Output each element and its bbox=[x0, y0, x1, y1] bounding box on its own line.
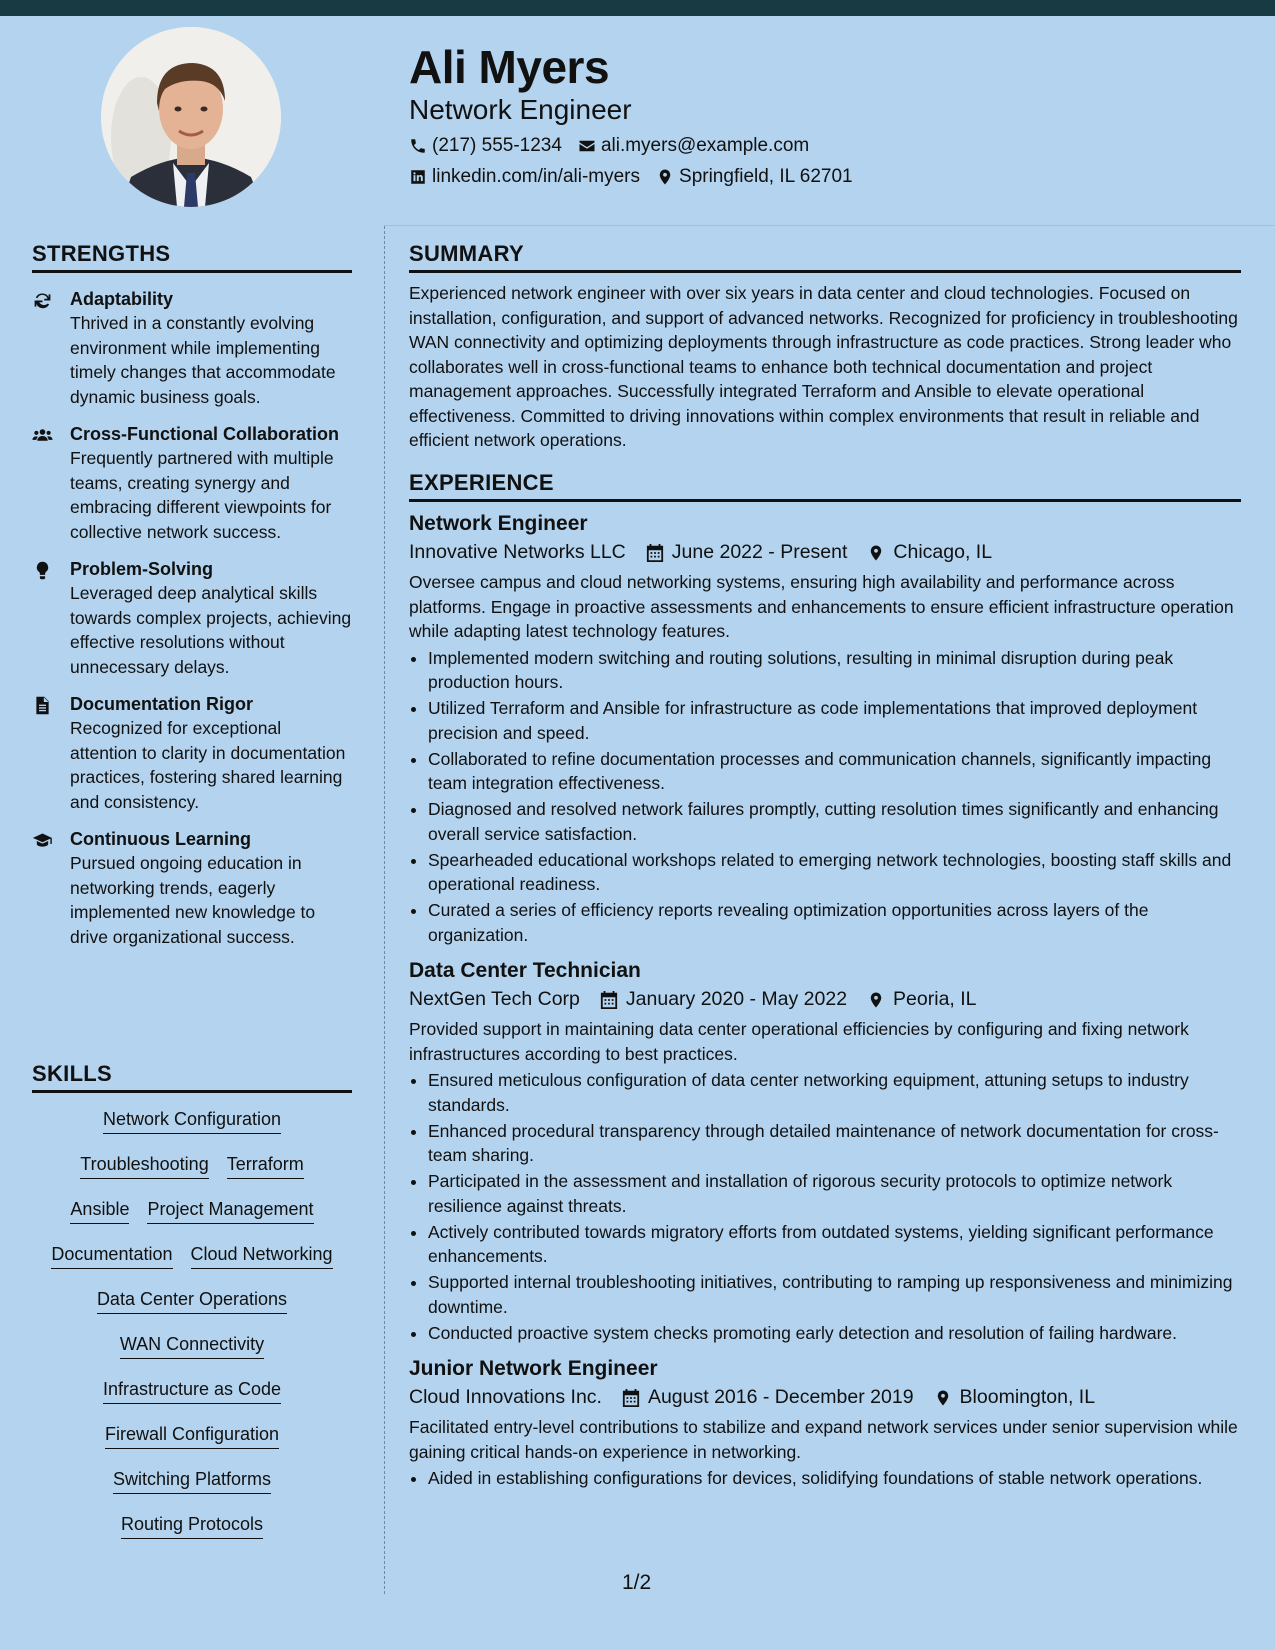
experience-heading: EXPERIENCE bbox=[409, 470, 1241, 502]
strengths-heading: STRENGTHS bbox=[32, 241, 352, 273]
location-text: Springfield, IL 62701 bbox=[679, 166, 853, 187]
job-company: NextGen Tech Corp bbox=[409, 988, 580, 1010]
job-meta bbox=[409, 1386, 1241, 1409]
calendar-icon bbox=[646, 543, 664, 563]
skill-tag[interactable]: Routing Protocols bbox=[121, 1513, 263, 1539]
page-number: 1/2 bbox=[622, 1571, 652, 1594]
strength-desc: Frequently partnered with multiple teams, creating synergy and embracing different viewpoints for collective network success. bbox=[70, 448, 334, 542]
skill-tag[interactable]: Ansible bbox=[70, 1198, 129, 1224]
job-bullet: • Participated in the assessment and installation of rigorous security protocols to optimize network resilience against threats. bbox=[428, 1169, 1241, 1218]
job-description: Facilitated entry-level contributions to stabilize and expand network services under senior supervision while gaining critical hands-on experience in networking. bbox=[409, 1417, 1238, 1462]
phone-text: (217) 555-1234 bbox=[432, 135, 562, 156]
strength-title: Adaptability bbox=[70, 289, 174, 309]
graduation-cap-icon bbox=[32, 830, 53, 851]
skill-tag[interactable]: Documentation bbox=[51, 1243, 172, 1269]
job-company: Cloud Innovations Inc. bbox=[409, 1386, 602, 1408]
job-bullet: • Implemented modern switching and routing solutions, resulting in minimal disruption during peak production hours. bbox=[428, 646, 1241, 695]
strength-desc: Pursued ongoing education in networking trends, eagerly implemented new knowledge to drive organizational success. bbox=[70, 853, 316, 947]
job-dates: August 2016 - December 2019 bbox=[647, 1386, 914, 1408]
job-bullets bbox=[409, 646, 1241, 948]
job-bullets bbox=[409, 1068, 1241, 1345]
candidate-name: Ali Myers bbox=[409, 41, 610, 93]
job-location: Chicago, IL bbox=[893, 541, 993, 563]
skill-tag[interactable]: Terraform bbox=[227, 1153, 304, 1179]
job-bullet: • Utilized Terraform and Ansible for infrastructure as code implementations that improved deployment precision and speed. bbox=[428, 696, 1241, 745]
job-bullet: • Diagnosed and resolved network failures promptly, cutting resolution times significantly and enhancing overall service satisfaction. bbox=[428, 797, 1241, 846]
job-entry bbox=[409, 510, 1241, 947]
job-entry bbox=[409, 1355, 1241, 1491]
skill-tag[interactable]: Switching Platforms bbox=[113, 1468, 271, 1494]
phone-icon bbox=[409, 137, 427, 155]
strength-title: Documentation Rigor bbox=[70, 694, 253, 714]
job-bullet: • Enhanced procedural transparency through detailed maintenance of network documentation for cross-team sharing. bbox=[428, 1119, 1241, 1168]
skills-list bbox=[32, 1108, 352, 1558]
job-bullet: • Collaborated to refine documentation processes and communication channels, significantly impacting team integration effectiveness. bbox=[428, 747, 1241, 796]
skill-tag[interactable]: Data Center Operations bbox=[97, 1288, 287, 1314]
skill-tag[interactable]: Troubleshooting bbox=[80, 1153, 208, 1179]
job-location: Peoria, IL bbox=[893, 988, 977, 1010]
skill-tag[interactable]: Firewall Configuration bbox=[105, 1423, 279, 1449]
map-pin-icon bbox=[934, 1388, 952, 1408]
job-description: Oversee campus and cloud networking systems, ensuring high availability and performance across platforms. Engage in proactive assessments and enhancements to ensure efficient infrastructure operation while adapting latest technology features. bbox=[409, 572, 1234, 641]
job-bullets bbox=[409, 1466, 1241, 1491]
skill-tag[interactable]: Project Management bbox=[147, 1198, 313, 1224]
linkedin-contact[interactable] bbox=[409, 166, 640, 188]
map-pin-icon bbox=[656, 168, 674, 186]
job-bullet: • Conducted proactive system checks promoting early detection and resolution of failing hardware. bbox=[428, 1321, 1241, 1346]
job-bullet: • Ensured meticulous configuration of data center networking equipment, attuning setups to industry standards. bbox=[428, 1068, 1241, 1117]
job-meta bbox=[409, 541, 1241, 564]
calendar-icon bbox=[622, 1388, 640, 1408]
header-divider bbox=[384, 225, 1275, 226]
strength-desc: Recognized for exceptional attention to clarity in documentation practices, fostering shared learning and consistency. bbox=[70, 718, 346, 812]
job-company: Innovative Networks LLC bbox=[409, 541, 626, 563]
job-description: Provided support in maintaining data center operational efficiencies by configuring and fixing network infrastructures according to best practices. bbox=[409, 1019, 1189, 1064]
strength-item bbox=[32, 287, 352, 409]
envelope-icon bbox=[578, 137, 596, 155]
skills-heading: SKILLS bbox=[32, 1061, 352, 1093]
strength-desc: Leveraged deep analytical skills towards complex projects, achieving effective resolutions without unnecessary delays. bbox=[70, 583, 352, 677]
job-bullet: • Supported internal troubleshooting initiatives, contributing to ramping up responsiveness and minimizing downtime. bbox=[428, 1270, 1241, 1319]
strength-item bbox=[32, 422, 352, 544]
contact-row-2 bbox=[409, 166, 853, 188]
job-bullet: • Spearheaded educational workshops related to emerging network technologies, boosting staff skills and operational readiness. bbox=[428, 848, 1241, 897]
top-bar bbox=[0, 0, 1275, 16]
summary-heading: SUMMARY bbox=[409, 241, 1241, 273]
users-icon bbox=[32, 425, 53, 446]
job-title: Network Engineer bbox=[409, 512, 588, 535]
skill-tag[interactable]: WAN Connectivity bbox=[120, 1333, 264, 1359]
linkedin-icon bbox=[409, 168, 427, 186]
skill-tag[interactable]: Cloud Networking bbox=[191, 1243, 333, 1269]
candidate-role: Network Engineer bbox=[409, 94, 632, 125]
strength-title: Problem-Solving bbox=[70, 559, 214, 579]
map-pin-icon bbox=[867, 543, 885, 563]
job-meta bbox=[409, 988, 1241, 1011]
lightbulb-icon bbox=[32, 560, 53, 581]
job-title: Junior Network Engineer bbox=[409, 1357, 658, 1380]
location-contact bbox=[656, 166, 853, 188]
email-text: ali.myers@example.com bbox=[600, 135, 810, 156]
job-dates: June 2022 - Present bbox=[671, 541, 848, 563]
job-dates: January 2020 - May 2022 bbox=[625, 988, 848, 1010]
strength-item bbox=[32, 827, 352, 949]
strength-item bbox=[32, 557, 352, 679]
linkedin-text: linkedin.com/in/ali-myers bbox=[432, 166, 641, 187]
skill-tag[interactable]: Network Configuration bbox=[103, 1108, 281, 1134]
job-bullet: • Actively contributed towards migratory efforts from outdated systems, yielding significant performance enhancements. bbox=[428, 1220, 1241, 1269]
document-icon bbox=[32, 695, 53, 716]
job-entry bbox=[409, 957, 1241, 1345]
experience-list bbox=[409, 510, 1241, 1492]
sync-icon bbox=[32, 290, 53, 311]
map-pin-icon bbox=[867, 990, 885, 1010]
job-bullet: • Aided in establishing configurations for devices, solidifying foundations of stable network operations. bbox=[428, 1466, 1241, 1491]
skill-tag[interactable]: Infrastructure as Code bbox=[103, 1378, 281, 1404]
calendar-icon bbox=[600, 990, 618, 1010]
email-contact[interactable] bbox=[578, 135, 809, 157]
job-bullet: • Curated a series of efficiency reports revealing optimization opportunities across layers of the organization. bbox=[428, 898, 1241, 947]
phone-contact[interactable] bbox=[409, 135, 562, 157]
strength-title: Cross-Functional Collaboration bbox=[70, 424, 340, 444]
job-title: Data Center Technician bbox=[409, 959, 641, 982]
strength-item bbox=[32, 692, 352, 814]
strength-title: Continuous Learning bbox=[70, 829, 251, 849]
strength-desc: Thrived in a constantly evolving environment while implementing timely changes that accommodate dynamic business goals. bbox=[70, 313, 336, 407]
job-location: Bloomington, IL bbox=[959, 1386, 1096, 1408]
profile-photo bbox=[101, 27, 281, 207]
contact-row-1 bbox=[409, 135, 809, 157]
summary-text: Experienced network engineer with over six years in data center and cloud technologies. Focused on installation, configuration, and support of advanced networks. Recognized for proficiency in troubleshooting WAN connectivity and optimizing deployments through infrastructure as code practices. Strong leader who collaborates well in cross-functional teams to enhance both technical documentation and project management approaches. Successfully integrated Terraform and Ansible to elevate operational effectiveness. Committed to driving innovations within complex environments that result in reliable and efficient network operations. bbox=[409, 283, 1238, 450]
column-divider bbox=[384, 226, 385, 1594]
strengths-list bbox=[32, 287, 352, 962]
